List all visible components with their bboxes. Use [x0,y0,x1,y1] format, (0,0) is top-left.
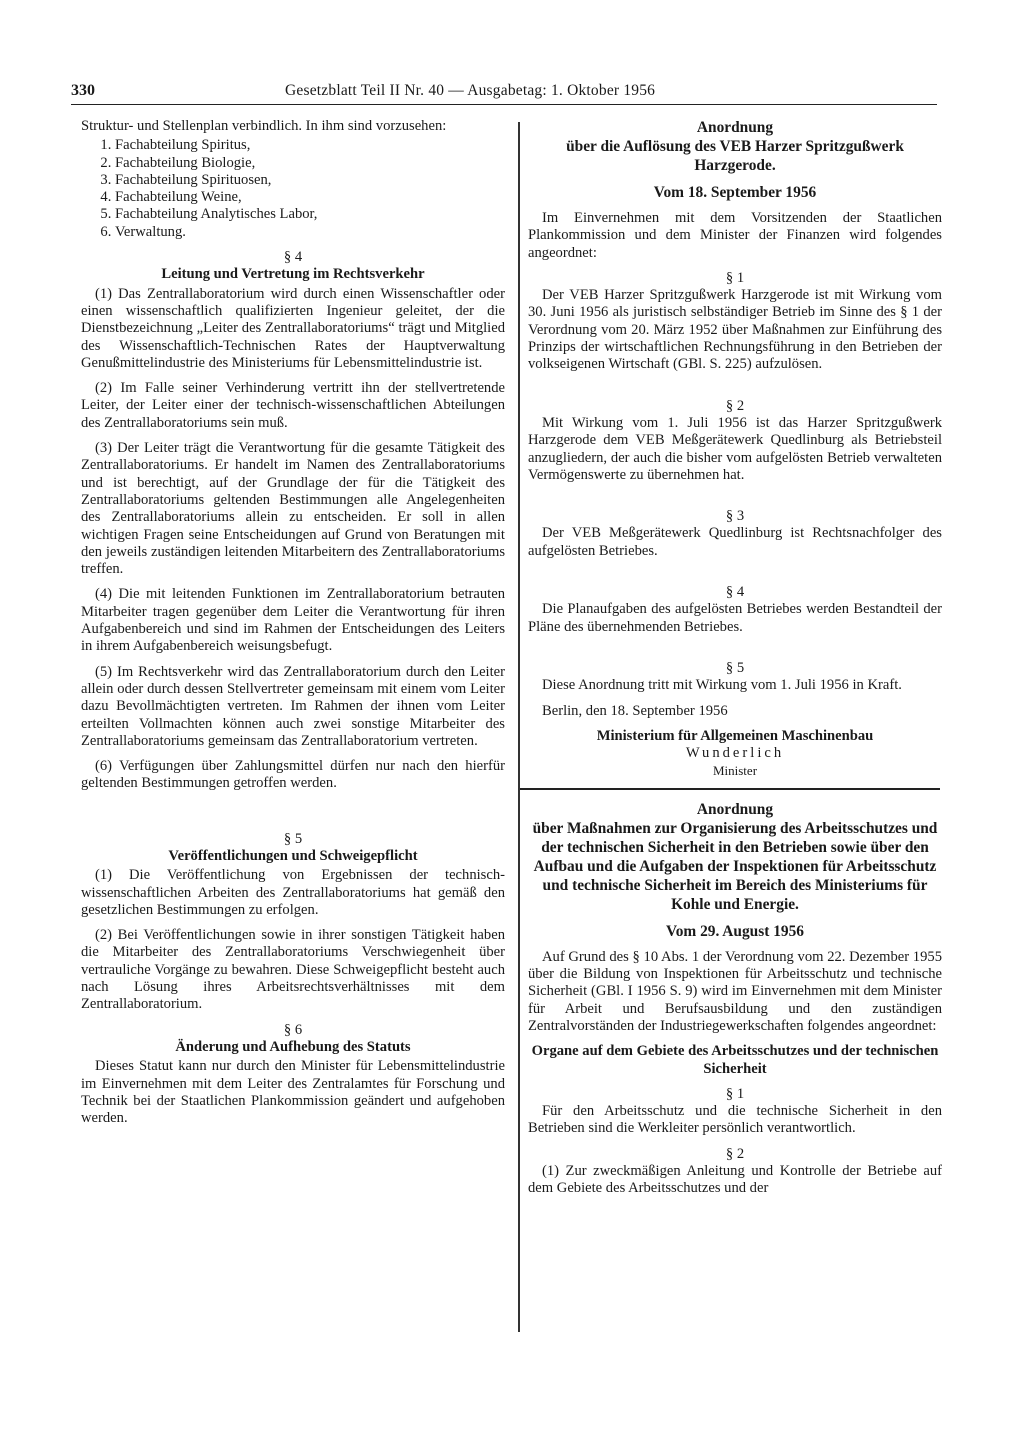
paragraph: Diese Anordnung tritt mit Wirkung vom 1. Juli 1956 in Kraft. [542,677,902,694]
paragraph: (4) Die mit leitenden Funktionen im Zentrallaboratorium betrauten Mitarbeiter tragen gegenüber dem Leiter die Verantwortung für ihren Aufgabenbereich und sind im Rahmen der Entscheidungen des Leiters in ihrem Aufgabenbereich weisungsbefugt. [81,586,505,655]
paragraph: (1) Das Zentrallaboratorium wird durch einen Wissenschaftler oder einen wissenschaftlich qualifizierten Ingenieur geleitet, der die Dienstbezeichnung „Leiter des Zentrallaboratoriums“ trägt und Mitglied des Wissenschaftlich-Technischen Rates der Hauptverwaltung Genußmittelindustrie des Ministeriums für Lebensmittelindustrie ist. [81,285,505,371]
list-item: 5. Fachabteilung Analytisches Labor, [115,206,505,223]
section-number: § 4 [725,584,745,601]
paragraph: Für den Arbeitsschutz und die technische Sicherheit in den Betrieben sind die Werkleiter persönlich verantwortlich. [528,1103,942,1137]
section-title: Leitung und Vertretung im Rechtsverkehr [161,266,425,283]
paragraph: Der VEB Harzer Spritzgußwerk Harzgerode ist mit Wirkung vom 30. Juni 1956 als juristisch selbständiger Betrieb im Sinne des § 1 der Verordnung vom 20. März 1952 über Maßnahmen zur Einführung des Prinzips der wirtschaftlichen Rechnungsführung in den Betrieben der volkseigenen Wirtschaft (GBl. S. 225) aufzulösen. [528,287,942,373]
paragraph: (1) Die Veröffentlichung von Ergebnissen der technisch-wissenschaftlichen Arbeiten des Zentrallaboratoriums hat gemäß den gesetzlichen Bestimmungen zu erfolgen. [81,867,505,918]
section-number: § 1 [725,269,745,286]
ordinance-subject: über Maßnahmen zur Organisierung des Arbeitsschutzes und der technischen Sicherheit in den Betrieben sowie über den Aufbau und die Aufgaben der Inspektionen für Arbeitsschutz und technische Sicherheit im Bereich des Ministeriums für Kohle und Energie. [532,819,938,913]
left-column [81,118,505,1127]
ordinance-heading: Anordnung [696,119,774,136]
ordinance-date: Vom 29. August 1956 [666,922,804,940]
section-number: § 6 [283,1021,303,1038]
section-title: Veröffentlichungen und Schweigepflicht [168,847,418,864]
subheading: Organe auf dem Gebiete des Arbeitsschutzes und der technischen Sicherheit [531,1043,939,1077]
paragraph: (2) Im Falle seiner Verhinderung vertritt ihn der stellvertretende Leiter, der Leiter einer der technisch-wissenschaftlichen Abteilungen des Zentrallaboratoriums sein muß. [81,380,505,431]
section-number: § 2 [725,1145,745,1162]
paragraph: Dieses Statut kann nur durch den Minister für Lebensmittelindustrie im Einvernehmen mit dem Leiter des Zentralamtes für Forschung und Technik bei der Staatlichen Plankommission geändert und aufgehoben werden. [81,1058,505,1127]
place-date: Berlin, den 18. September 1956 [542,702,728,719]
section-title: Änderung und Aufhebung des Statuts [175,1038,411,1055]
list-item: 1. Fachabteilung Spiritus, [115,137,505,154]
paragraph: Auf Grund des § 10 Abs. 1 der Verordnung vom 22. Dezember 1955 über die Bildung von Inspektionen für Arbeitsschutz und technische Sicherheit (GBl. I 1956 S. 9) wird im Einvernehmen mit dem Minister für Arbeit und Berufsausbildung und den zuständigen Zentralvorständen der Industriegewerkschaften folgendes angeordnet: [528,948,942,1034]
paragraph: Im Einvernehmen mit dem Vorsitzenden der Staatlichen Plankommission und dem Minister der Finanzen wird folgendes angeordnet: [528,210,942,261]
signer-role: Minister [712,763,758,779]
paragraph: (3) Der Leiter trägt die Verantwortung für die gesamte Tätigkeit des Zentrallaboratoriums. Er handelt im Namen des Zentrallaboratoriums und ist berechtigt, auf der Grundlage der für die Tätigkeit des Zentrallaboratoriums geltenden Bestimmungen alle Angelegenheiten des Zentrallaboratoriums allein zu entscheiden. Er soll in allen wichtigen Fragen seine Entscheidungen auf Grund von Beratungen mit den jeweils zuständigen leitenden Mitarbeitern des Zentrallaboratoriums treffen. [81,440,505,578]
list-item: 2. Fachabteilung Biologie, [115,155,505,172]
gazette-title: Gesetzblatt Teil II Nr. 40 — Ausgabetag: 1. Oktober 1956 [285,82,656,99]
section-number: § 1 [725,1085,745,1102]
paragraph: Der VEB Meßgerätewerk Quedlinburg ist Rechtsnachfolger des aufgelösten Betriebes. [528,525,942,559]
page-number: 330 [71,82,95,99]
paragraph: Die Planaufgaben des aufgelösten Betriebes werden Bestandteil der Pläne des übernehmenden Betriebes. [528,601,942,635]
ordinance-heading: Anordnung [696,800,774,818]
page-header [71,80,937,105]
section-number: § 5 [725,659,745,676]
ordinance-date: Vom 18. September 1956 [653,184,817,201]
paragraph: (5) Im Rechtsverkehr wird das Zentrallaboratorium durch den Leiter allein oder durch dessen Stellvertreter gemeinsam mit einem vom Leiter dazu Bevollmächtigten vertreten. Im Rahmen der ihnen vom Leiter erteilten Vollmachten können auch zwei sonstige Mitarbeiter des Zentrallaboratoriums gemeinsam das Zentrallaboratorium vertreten. [81,663,505,749]
list-item: 3. Fachabteilung Spirituosen, [115,172,505,189]
signer-name: Wunderlich [685,745,785,762]
section-number: § 4 [283,249,303,266]
column-divider [518,122,520,1332]
list-item: 4. Fachabteilung Weine, [115,189,505,206]
section-number: § 2 [725,397,745,414]
intro-paragraph: Struktur- und Stellenplan verbindlich. In ihm sind vorzusehen: [81,118,447,134]
ministry-name: Ministerium für Allgemeinen Maschinenbau [596,727,874,744]
paragraph: Mit Wirkung vom 1. Juli 1956 ist das Harzer Spritzgußwerk Harzgerode dem VEB Meßgerätewerk Quedlinburg als Betriebsteil anzugliedern, der auch die bisher vom aufgelösten Betrieb verwalteten Vermögenswerte zu übernehmen hat. [528,414,942,483]
section-number: § 5 [283,830,303,847]
right-column [528,118,942,1198]
ordinance-subject: über die Auflösung des VEB Harzer Spritzgußwerk Harzgerode. [566,138,904,174]
department-list [81,137,505,241]
paragraph: (6) Verfügungen über Zahlungsmittel dürfen nur nach den hierfür geltenden Bestimmungen getroffen werden. [81,758,505,792]
paragraph: (1) Zur zweckmäßigen Anleitung und Kontrolle der Betriebe auf dem Gebiete des Arbeitsschutzes und der [528,1162,942,1197]
list-item: 6. Verwaltung. [115,224,505,241]
paragraph: (2) Bei Veröffentlichungen sowie in ihrer sonstigen Tätigkeit haben die Mitarbeiter des Zentrallaboratoriums Verschwiegenheit über vertrauliche Vorgänge zu bewahren. Diese Schweigepflicht besteht auch nach Lösung ihres Arbeitsrechtsverhältnisses mit dem Zentrallaboratorium. [81,927,505,1013]
section-number: § 3 [725,508,745,525]
section-divider [520,788,940,790]
